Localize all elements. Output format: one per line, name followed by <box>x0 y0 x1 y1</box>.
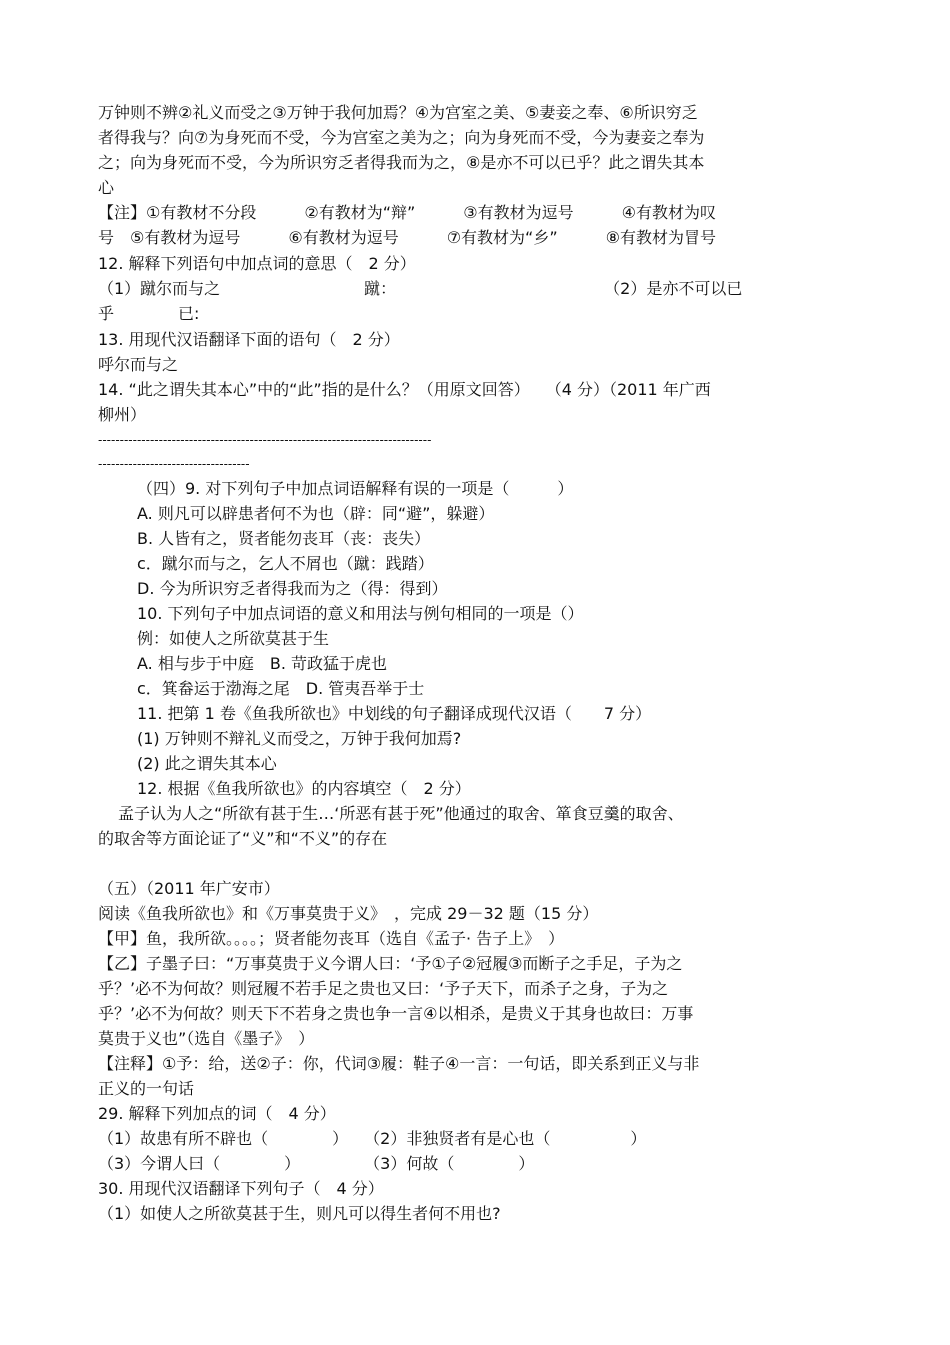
text-line: （1）如使人之所欲莫甚于生，则凡可以得生者何不用也? <box>98 1204 501 1223</box>
text-line: 阅读《鱼我所欲也》和《万事莫贵于义》 ，完成 29－32 题（15 分） <box>98 904 599 923</box>
example-line: 例：如使人之所欲莫甚于生 <box>137 629 330 648</box>
options-cd: c．箕畚运于渤海之尾 D. 管夷吾举于士 <box>137 679 425 698</box>
option-a: A. 则凡可以辟患者何不为也（辟：同“避”，躲避） <box>137 504 495 523</box>
note-line: 号 ⑤有教材为逗号 ⑥有教材为逗号 ⑦有教材为“乡” ⑧有教材为冒号 <box>98 228 716 247</box>
section-four-question-9: （四）9. 对下列句子中加点词语解释有误的一项是（ ） <box>137 479 574 498</box>
text-line: （1）故患有所不辟也（ ） （2）非独贤者有是心也（ ） <box>98 1129 647 1148</box>
text-line: 呼尔而与之 <box>98 355 179 374</box>
text-line: 的取舍等方面论证了“义”和“不义”的存在 <box>98 829 388 848</box>
text-line: 心 <box>98 178 115 197</box>
text-line: 柳州） <box>98 405 147 424</box>
option-b: B. 人皆有之，贤者能勿丧耳（丧：丧失） <box>137 529 431 548</box>
text-line: 者得我与？向⑦为身死而不受，今为宫室之美为之；向为身死而不受，今为妻妾之奉为 <box>98 128 705 147</box>
text-line: 正义的一句话 <box>98 1079 195 1098</box>
question-13: 13. 用现代汉语翻译下面的语句（ 2 分） <box>98 330 400 349</box>
annotation-line: 【注释】①予：给，送②子：你，代词③履：鞋子④一言：一句话，即关系到正义与非 <box>98 1054 700 1073</box>
question-29: 29. 解释下列加点的词（ 4 分） <box>98 1104 336 1123</box>
text-line: 万钟则不辨②礼义而受之③万钟于我何加焉？④为宫室之美、⑤妻妾之奉、⑥所识穷乏 <box>98 103 698 122</box>
option-c: c．蹴尔而与之，乞人不屑也（蹴：践踏） <box>137 554 434 573</box>
text-line: 乎？’必不为何故？则天下不若身之贵也争一言④以相杀，是贵义于其身也故曰：万事 <box>98 1004 694 1023</box>
text-line: 之；向为身死而不受，今为所识穷乏者得我而为之，⑧是亦不可以已乎？此之谓失其本 <box>98 153 705 172</box>
passage-jia: 【甲】鱼，我所欲。。。。；贤者能勿丧耳（选自《孟子· 告子上》 ） <box>98 929 565 948</box>
note-line: 【注】①有教材不分段 ②有教材为“辩” ③有教材为逗号 ④有教材为叹 <box>98 203 716 222</box>
question-14: 14. “此之谓失其本心”中的“此”指的是什么？（用原文回答） （4 分）（2011 年广西 <box>98 380 711 399</box>
section-five-heading: （五）（2011 年广安市） <box>98 879 280 898</box>
question-12b: 12. 根据《鱼我所欲也》的内容填空（ 2 分） <box>137 779 471 798</box>
option-d: D. 今为所识穷乏者得我而为之（得：得到） <box>137 579 448 598</box>
question-10: 10. 下列句子中加点词语的意义和用法与例句相同的一项是（） <box>137 604 584 623</box>
subitem-1: (1) 万钟则不辩礼义而受之，万钟于我何加焉? <box>137 729 462 748</box>
subitem-2: (2) 此之谓失其本心 <box>137 754 277 773</box>
text-line: 乎？’必不为何故？则冠履不若手足之贵也又曰：‘予子天下，而杀子之身，子为之 <box>98 979 669 998</box>
passage-yi: 【乙】子墨子曰：“万事莫贵于义今谓人曰：‘予①子②冠履③而断子之手足，子为之 <box>98 954 683 973</box>
question-30: 30. 用现代汉语翻译下列句子（ 4 分） <box>98 1179 384 1198</box>
text-line: 孟子认为人之“所欲有甚于生…‘所恶有甚于死”他通过的取舍、箪食豆羹的取舍、 <box>118 804 684 823</box>
text-line: （3）今谓人曰（ ） （3）何故（ ） <box>98 1154 535 1173</box>
text-line: （1）蹴尔而与之 蹴： （2）是亦不可以已 <box>98 279 743 298</box>
question-11: 11. 把第 1 卷《鱼我所欲也》中划线的句子翻译成现代汉语（ 7 分） <box>137 704 652 723</box>
dashed-divider: ----------------------------------------------------------------------------- <box>98 433 432 447</box>
dashed-divider: ----------------------------------- <box>98 457 250 471</box>
text-line: 莫贵于义也”（选自《墨子》 ） <box>98 1029 315 1048</box>
text-line: 乎 已: <box>98 304 200 323</box>
question-12: 12. 解释下列语句中加点词的意思（ 2 分） <box>98 254 416 273</box>
options-ab: A. 相与步于中庭 B. 苛政猛于虎也 <box>137 654 387 673</box>
